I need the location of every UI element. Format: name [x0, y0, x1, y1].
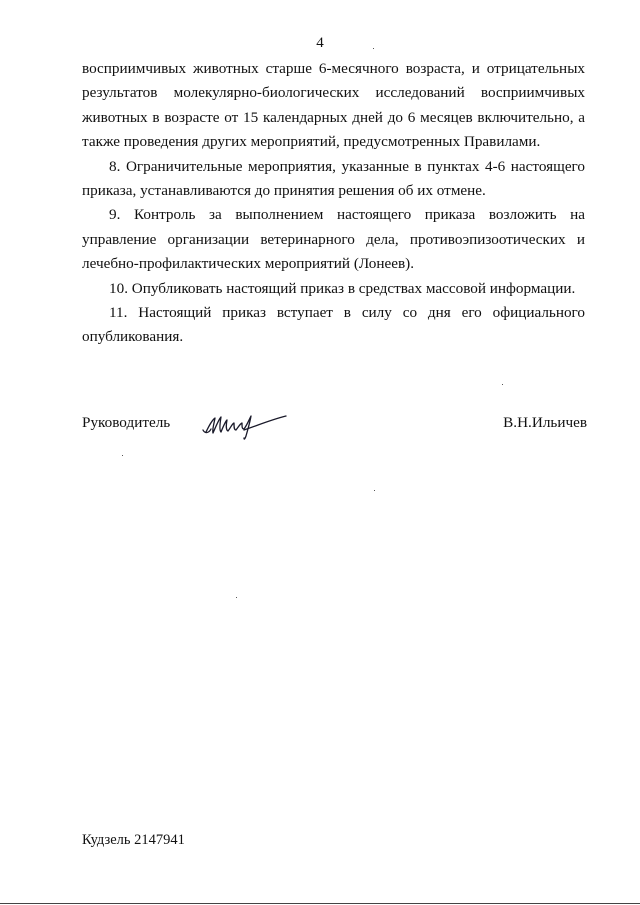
paragraph-item-11 [82, 301, 585, 350]
scan-speck [373, 48, 374, 49]
paragraph-item-10 [82, 277, 585, 301]
text-line: результатов молекулярно-биологических исследований восприимчивых [82, 84, 585, 102]
text-line: восприимчивых животных старше 6-месячного возраста, и отрицательных [82, 60, 585, 77]
signatory-name: В.Н.Ильичев [503, 414, 587, 431]
text-line: приказа, устанавливаются до принятия решения об их отмене. [82, 182, 486, 200]
executor-note: Кудзель 2147941 [82, 832, 185, 848]
scan-edge-line [0, 903, 640, 904]
paragraph-item-9 [82, 203, 585, 276]
scan-speck [502, 384, 503, 385]
text-line: животных в возрасте от 15 календарных дней до 6 месяцев включительно, а [82, 108, 585, 126]
text-line: управление организации ветеринарного дела, противоэпизоотических и [82, 230, 585, 248]
scan-speck [374, 490, 375, 491]
paragraph-continuation [82, 57, 585, 155]
text-line: лечебно-профилактических мероприятий (Лонеев). [82, 255, 415, 273]
text-line: 10. Опубликовать настоящий приказ в средствах массовой информации. [109, 279, 576, 297]
scan-speck [236, 597, 237, 598]
handwritten-signature [200, 408, 288, 444]
text-line: также проведения других мероприятий, предусмотренных Правилами. [82, 133, 541, 151]
text-line: 9. Контроль за выполнением настоящего приказа возложить на [109, 206, 585, 224]
text-line: 11. Настоящий приказ вступает в силу со дня его официального [109, 304, 585, 322]
document-body [82, 57, 585, 350]
paragraph-item-8 [82, 155, 585, 204]
text-line: опубликования. [82, 328, 184, 346]
scan-speck [122, 455, 123, 456]
signatory-title: Руководитель [82, 414, 171, 431]
text-line: 8. Ограничительные мероприятия, указанные в пунктах 4-6 настоящего [109, 157, 585, 175]
page-number: 4 [316, 35, 324, 51]
signature-block [82, 408, 587, 444]
